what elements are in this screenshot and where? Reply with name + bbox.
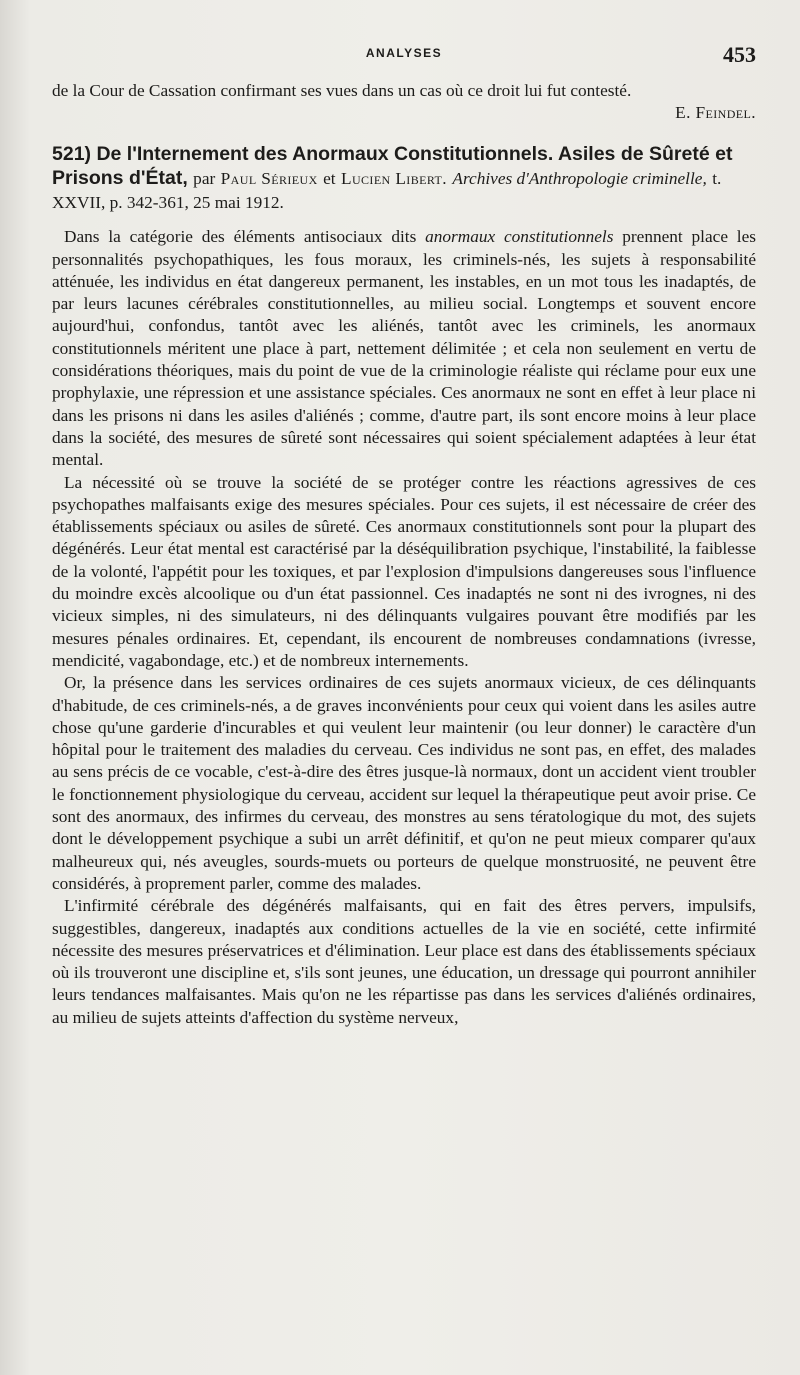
- paragraph-1-before: Dans la catégorie des éléments antisociaux dits: [64, 227, 426, 247]
- paragraph-1-italic-term: anormaux constitutionnels: [425, 227, 614, 247]
- entry-heading: [52, 142, 756, 214]
- author-signature: E. Feindel.: [675, 103, 756, 123]
- paragraph-1: [52, 226, 756, 471]
- previous-entry: [52, 80, 756, 124]
- entry-citation: t. XXVII, p. 342-361, 25 mai 1912.: [52, 169, 722, 213]
- paragraph-3: Or, la présence dans les services ordinaires de ces sujets anormaux vicieux, de ces délinquants d'habitude, de ces criminels-nés, a de graves inconvénients pour ceux qui voient dans les asiles autre chose qu'une garderie d'incurables et qui veulent leur maintenir (ou leur donner) le caractère d'un hôpital pour le traitement des maladies du cerveau. Ces individus ne sont pas, en effet, des malades au sens précis de ce vocable, c'est-à-dire des êtres jusque-là normaux, dont un accident vient troubler le fonctionnement physiologique du cerveau, accident sur lequel la thérapeutique peut avoir prise. Ce sont des anormaux, des infirmes du cerveau, des monstres au sens tératologique du mot, des sujets dont le développement psychique a subi un arrêt définitif, et qu'on ne peut mieux comparer qu'aux malheureux qui, nés aveugles, sourds-muets ou porteurs de quelque monstruosité, ne peuvent être considérés, à proprement parler, comme des malades.: [52, 673, 756, 893]
- entry-author-2: Lucien Libert.: [341, 169, 447, 189]
- running-title: ANALYSES: [365, 46, 443, 60]
- entry-and: et: [323, 169, 336, 189]
- entry-number: 521): [52, 143, 92, 166]
- paragraph-4: L'infirmité cérébrale des dégénérés malfaisants, qui en fait des êtres pervers, impulsifs, suggestibles, dangereux, inadaptés aux conditions actuelles de la vie en société, cette infirmité nécessite des mesures préservatrices et d'élimination. Leur place est dans des établissements spéciaux où ils trouveront une discipline et, s'ils sont jeunes, une éducation, un dressage qui pourront annihiler leurs tendances malfaisantes. Mais qu'on ne les répartisse pas dans les services d'aliénés ordinaires, au milieu de sujets atteints d'affection du système nerveux,: [52, 896, 756, 1027]
- previous-entry-closing-text: de la Cour de Cassation confirmant ses vues dans un cas où ce droit lui fut contesté.: [52, 81, 632, 100]
- previous-entry-author: [52, 102, 756, 124]
- entry-by: par: [193, 169, 216, 189]
- entry-title: De l'Internement des Anormaux Constitutionnels. Asiles de Sûreté et Prisons d'État,: [52, 143, 733, 190]
- paragraph-1-after: prennent place les personnalités psychopathiques, les fous moraux, les criminels-nés, les sujets à responsabilité atténuée, les individus en état dangereux permanent, les instables, en un mot tous les inadaptés, de par leurs lacunes cérébrales constitutionnelles, au milieu social. Longtemps et souvent encore aujourd'hui, confondus, tantôt avec les aliénés, tantôt avec les criminels, les anormaux constitutionnels méritent une place à part, nettement délimitée ; et cela non seulement en vertu de considérations théoriques, mais du point de vue de la criminologie réaliste qui réclame pour eux une prophylaxie, une répression et une assistance spéciales. Ces anormaux ne sont en effet à leur place ni dans les prisons ni dans les asiles d'aliénés ; comme, d'autre part, ils sont encore moins à leur place dans la société, des mesures de sûreté sont nécessaires qui soient spécialement adaptées à leur état mental.: [52, 227, 756, 470]
- page-header: [52, 44, 756, 80]
- paragraph-2: La nécessité où se trouve la société de se protéger contre les réactions agressives de ces psychopathes malfaisants exige des mesures spéciales. Pour ces sujets, il est nécessaire de créer des établissements spéciaux ou asiles de sûreté. Ces anormaux constitutionnels sont pour la plupart des dégénérés. Leur état mental est caractérisé par la déséquilibration psychique, l'instabilité, la faiblesse de la volonté, l'appétit pour les toxiques, et par l'explosion d'impulsions dangereuses sous l'influence du moindre excès alcoolique ou d'un état passionnel. Ces inadaptés ne sont ni des ivrognes, ni des vicieux simples, ni des simulateurs, ni des délinquants vulgaires pouvant être modifiés par les mesures pénales ordinaires. Et, cependant, ils encourent de nombreuses condamnations (ivresse, mendicité, vagabondage, etc.) et de nombreux internements.: [52, 472, 756, 670]
- entry-author-1: Paul Sérieux: [220, 169, 318, 189]
- page-number: 453: [723, 42, 756, 67]
- entry-journal: Archives d'Anthropologie criminelle,: [452, 169, 707, 189]
- entry-body: [52, 226, 756, 1029]
- entry-title-block: [52, 142, 756, 214]
